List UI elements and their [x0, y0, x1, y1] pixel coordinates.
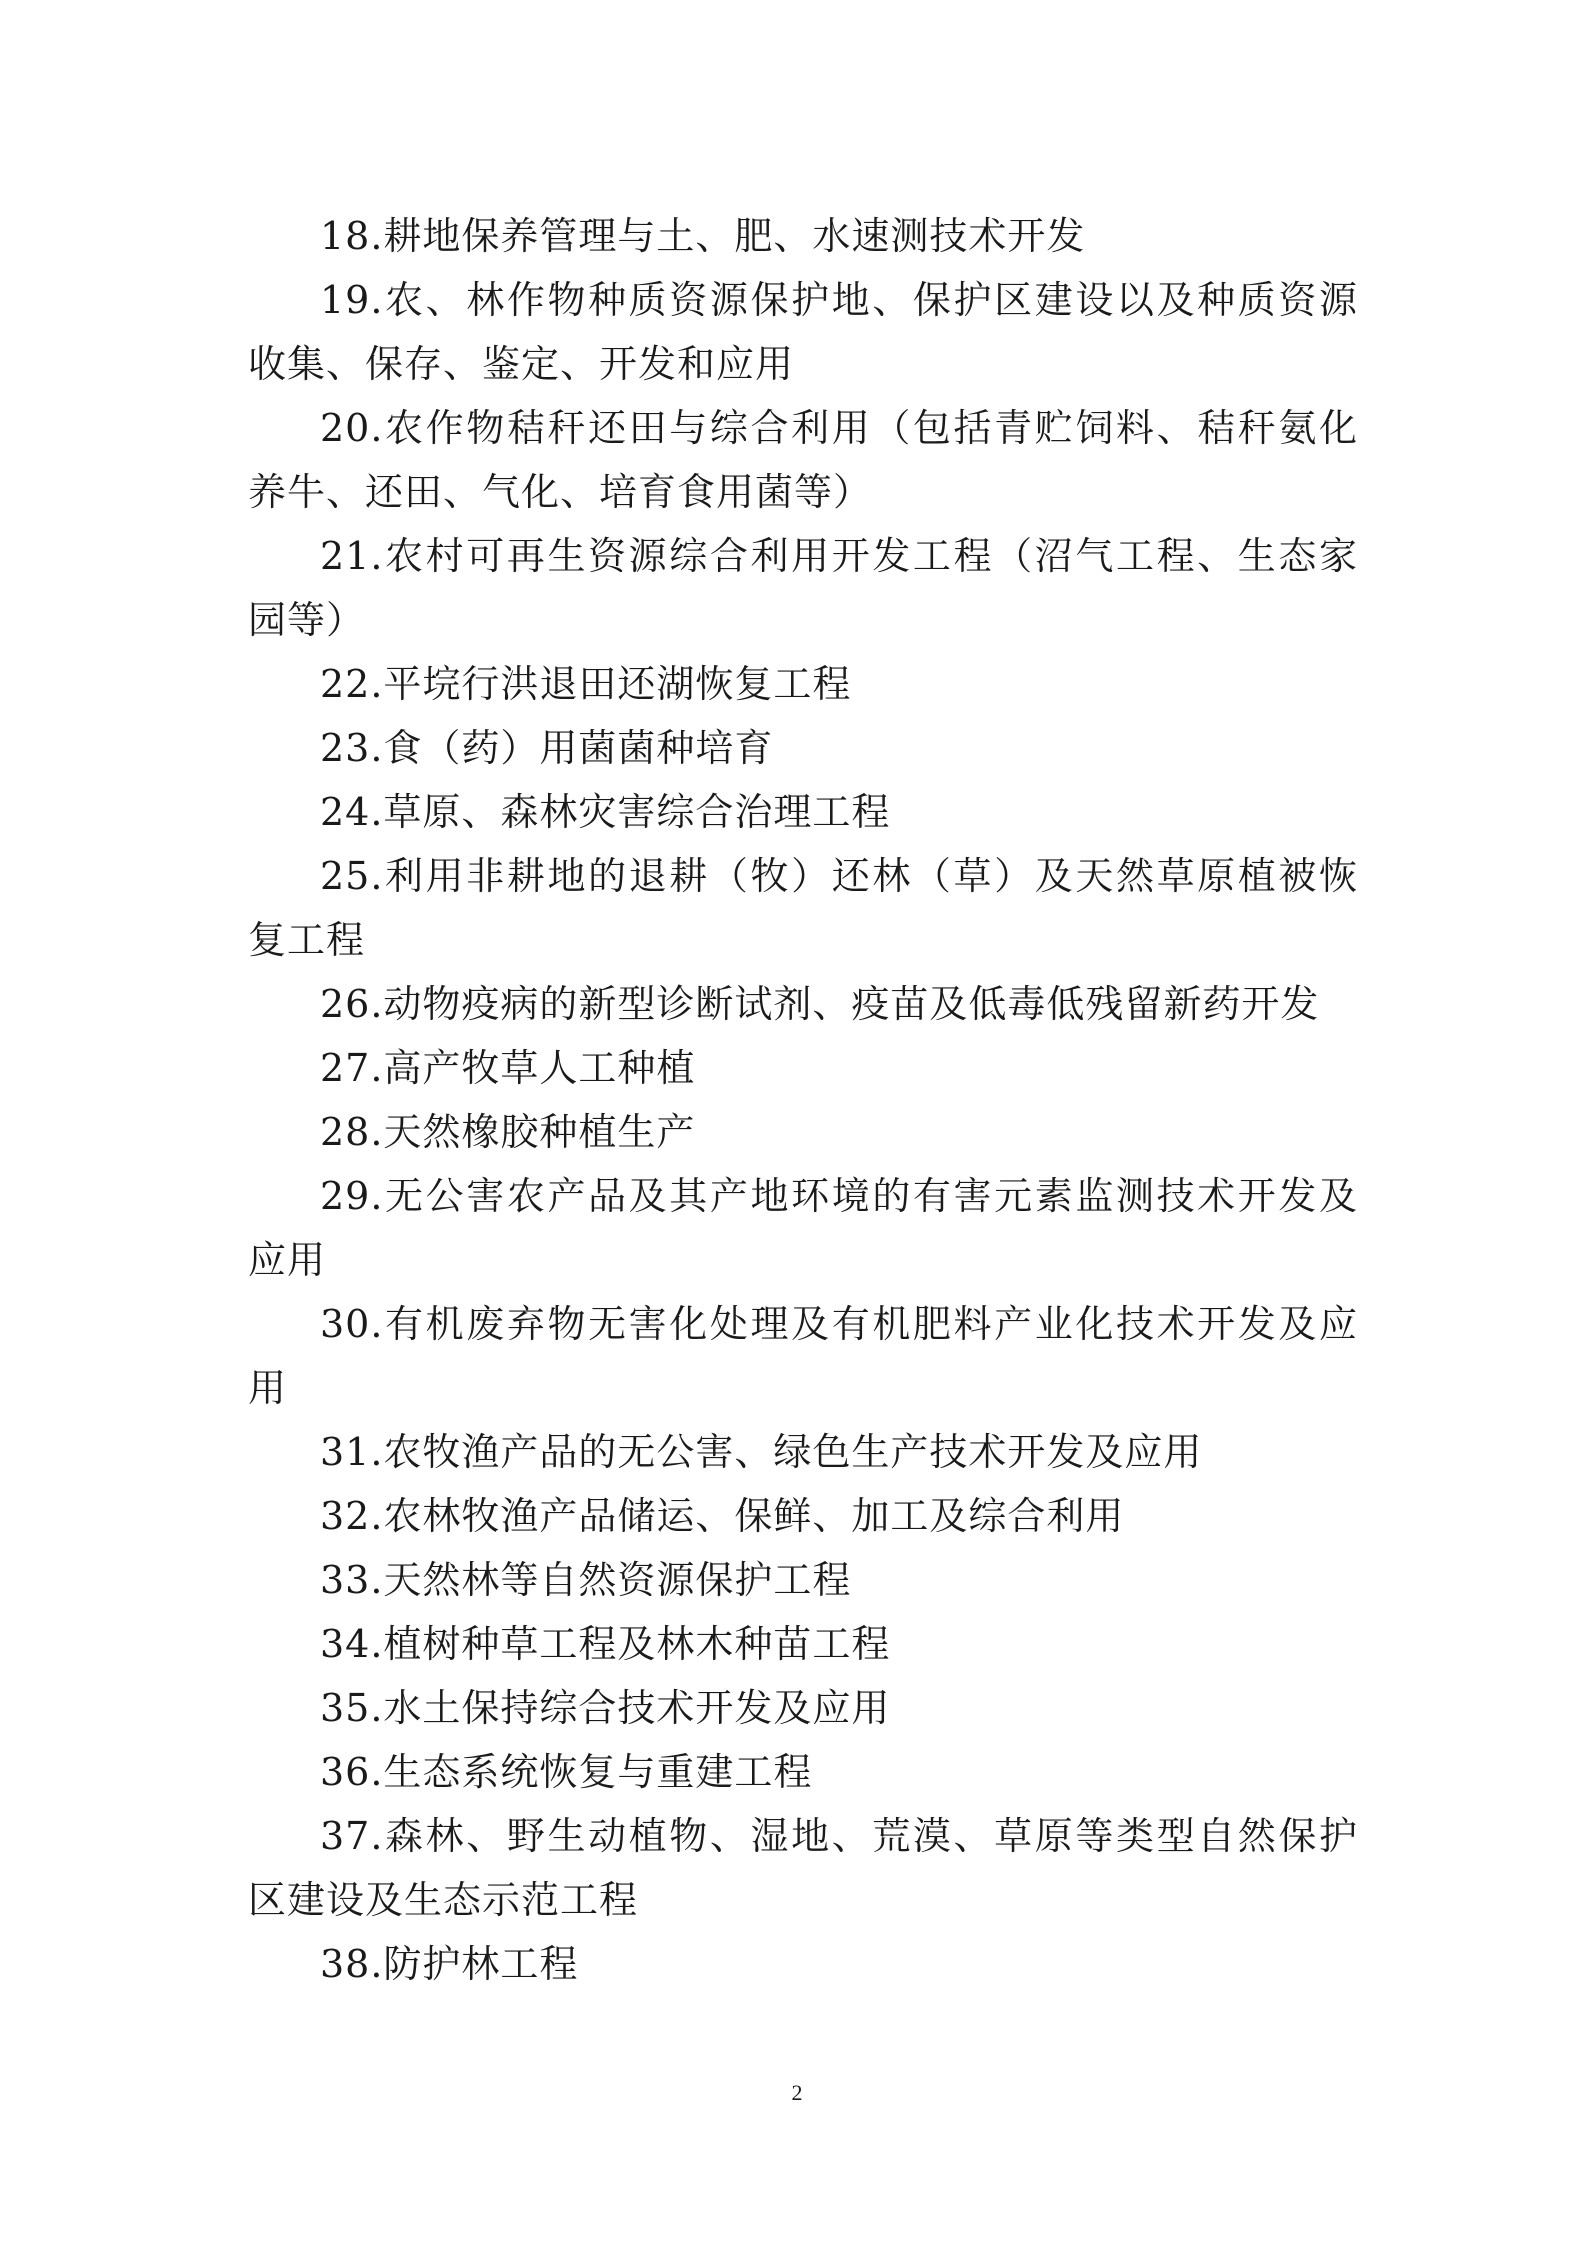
list-item: 20.农作物秸秆还田与综合利用（包括青贮饲料、秸秆氨化养牛、还田、气化、培育食用菌等）	[248, 406, 1358, 514]
list-item: 38.防护林工程	[320, 1942, 579, 1986]
list-item: 22.平垸行洪退田还湖恢复工程	[320, 662, 852, 706]
list-item: 26.动物疫病的新型诊断试剂、疫苗及低毒低残留新药开发	[320, 982, 1320, 1026]
list-item: 28.天然橡胶种植生产	[320, 1110, 696, 1154]
list-item: 30.有机废弃物无害化处理及有机肥料产业化技术开发及应用	[248, 1302, 1358, 1410]
list-item: 24.草原、森林灾害综合治理工程	[320, 790, 891, 834]
list-item: 32.农林牧渔产品储运、保鲜、加工及综合利用	[320, 1494, 1125, 1538]
list-item: 18.耕地保养管理与土、肥、水速测技术开发	[320, 214, 1086, 258]
list-item: 21.农村可再生资源综合利用开发工程（沼气工程、生态家园等）	[248, 534, 1358, 642]
document-body	[248, 204, 1358, 1996]
list-item: 31.农牧渔产品的无公害、绿色生产技术开发及应用	[320, 1430, 1203, 1474]
list-item: 23.食（药）用菌菌种培育	[320, 726, 774, 770]
list-item: 36.生态系统恢复与重建工程	[320, 1750, 813, 1794]
list-item: 34.植树种草工程及林木种苗工程	[320, 1622, 891, 1666]
list-item: 27.高产牧草人工种植	[320, 1046, 696, 1090]
list-item: 33.天然林等自然资源保护工程	[320, 1558, 852, 1602]
list-item: 29.无公害农产品及其产地环境的有害元素监测技术开发及应用	[248, 1174, 1358, 1282]
page-number: 2	[791, 2080, 803, 2105]
list-item: 19.农、林作物种质资源保护地、保护区建设以及种质资源收集、保存、鉴定、开发和应用	[248, 278, 1358, 386]
list-item: 25.利用非耕地的退耕（牧）还林（草）及天然草原植被恢复工程	[248, 854, 1358, 962]
list-item: 35.水土保持综合技术开发及应用	[320, 1686, 891, 1730]
list-item: 37.森林、野生动植物、湿地、荒漠、草原等类型自然保护区建设及生态示范工程	[248, 1814, 1358, 1922]
